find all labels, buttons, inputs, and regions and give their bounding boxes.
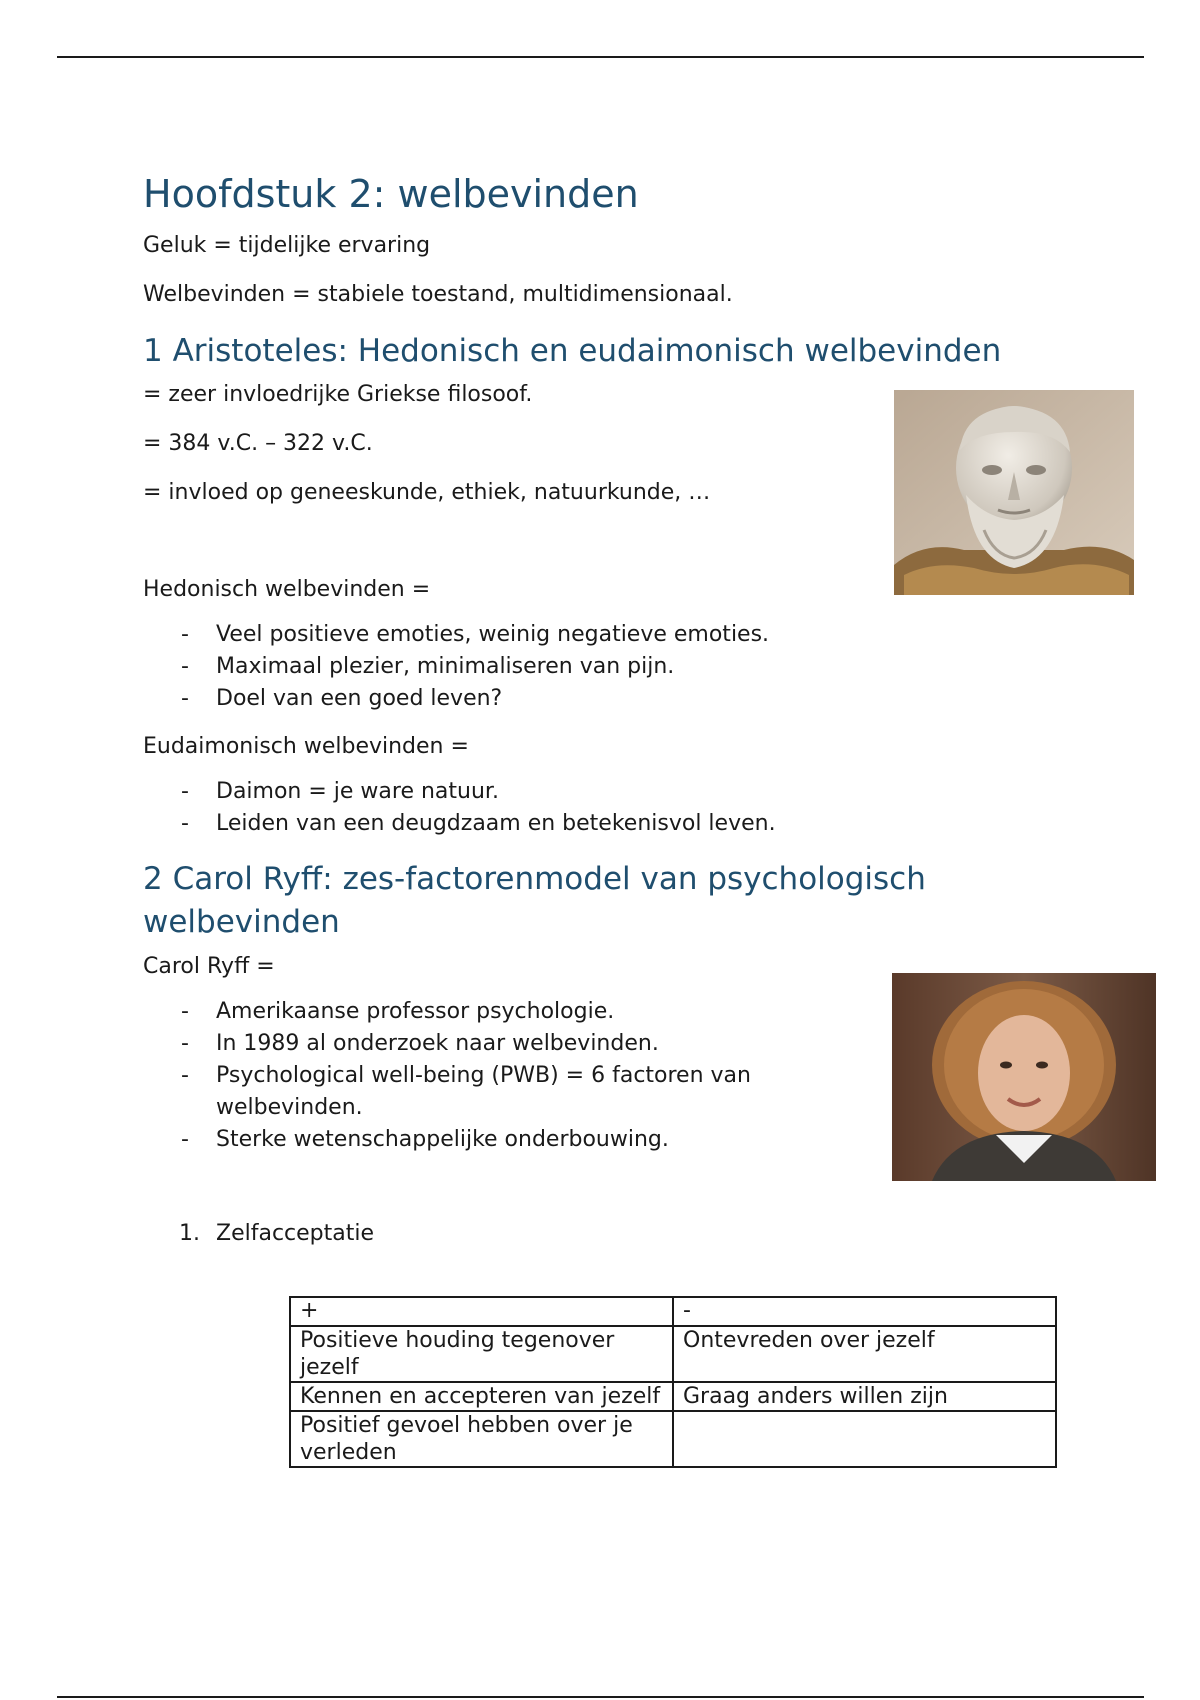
portrait-illustration bbox=[892, 973, 1156, 1181]
table-row bbox=[290, 1411, 1056, 1467]
eudaimonic-list bbox=[143, 776, 1143, 840]
section-heading-ryff: 2 Carol Ryff: zes-factorenmodel van psychologisch welbevinden bbox=[143, 860, 926, 941]
table-cell: Graag anders willen zijn bbox=[673, 1382, 1056, 1411]
ryff-list bbox=[143, 996, 803, 1156]
fact-line: = 384 v.C. – 322 v.C. bbox=[143, 430, 373, 456]
list-item: - Daimon = je ware natuur. bbox=[143, 776, 1143, 808]
page-title: Hoofdstuk 2: welbevinden bbox=[143, 172, 639, 216]
intro-line: Welbevinden = stabiele toestand, multidimensionaal. bbox=[143, 281, 733, 307]
bust-illustration bbox=[894, 390, 1134, 595]
carol-ryff-photo bbox=[892, 973, 1156, 1181]
table-row bbox=[290, 1326, 1056, 1382]
list-item: - Leiden van een deugdzaam en betekenisvol leven. bbox=[143, 808, 1143, 840]
eudaimonic-label: Eudaimonisch welbevinden = bbox=[143, 733, 469, 759]
factor-label: Zelfacceptatie bbox=[216, 1220, 375, 1246]
table-header-minus: - bbox=[673, 1297, 1056, 1326]
section-heading-aristoteles: 1 Aristoteles: Hedonisch en eudaimonisch welbevinden bbox=[143, 332, 1002, 369]
hedonic-list bbox=[143, 619, 1143, 715]
list-item: - Sterke wetenschappelijke onderbouwing. bbox=[143, 1124, 803, 1156]
aristoteles-photo bbox=[894, 390, 1134, 595]
list-item: - Amerikaanse professor psychologie. bbox=[143, 996, 803, 1028]
table-cell bbox=[673, 1411, 1056, 1467]
list-item: - Psychological well-being (PWB) = 6 factoren van welbevinden. bbox=[143, 1060, 803, 1124]
zelfacceptatie-table bbox=[289, 1296, 1057, 1468]
table-header-row bbox=[290, 1297, 1056, 1326]
table-row bbox=[290, 1382, 1056, 1411]
table-cell: Ontevreden over jezelf bbox=[673, 1326, 1056, 1382]
ryff-label: Carol Ryff = bbox=[143, 953, 275, 979]
table-cell: Positieve houding tegenover jezelf bbox=[290, 1326, 673, 1382]
list-item: - Maximaal plezier, minimaliseren van pijn. bbox=[143, 651, 1143, 683]
hedonic-label: Hedonisch welbevinden = bbox=[143, 576, 431, 602]
list-item: - Doel van een goed leven? bbox=[143, 683, 1143, 715]
list-item: - Veel positieve emoties, weinig negatieve emoties. bbox=[143, 619, 1143, 651]
fact-line: = invloed op geneeskunde, ethiek, natuurkunde, … bbox=[143, 479, 711, 505]
list-item bbox=[143, 1218, 1143, 1250]
table-header-plus: + bbox=[290, 1297, 673, 1326]
header-rule bbox=[57, 56, 1144, 58]
list-number: 1. bbox=[179, 1220, 200, 1246]
footer-rule bbox=[57, 1696, 1144, 1698]
table-cell: Positief gevoel hebben over je verleden bbox=[290, 1411, 673, 1467]
list-item: - In 1989 al onderzoek naar welbevinden. bbox=[143, 1028, 803, 1060]
table-cell: Kennen en accepteren van jezelf bbox=[290, 1382, 673, 1411]
factor-list bbox=[143, 1218, 1143, 1250]
intro-line: Geluk = tijdelijke ervaring bbox=[143, 232, 431, 258]
fact-line: = zeer invloedrijke Griekse filosoof. bbox=[143, 381, 533, 407]
